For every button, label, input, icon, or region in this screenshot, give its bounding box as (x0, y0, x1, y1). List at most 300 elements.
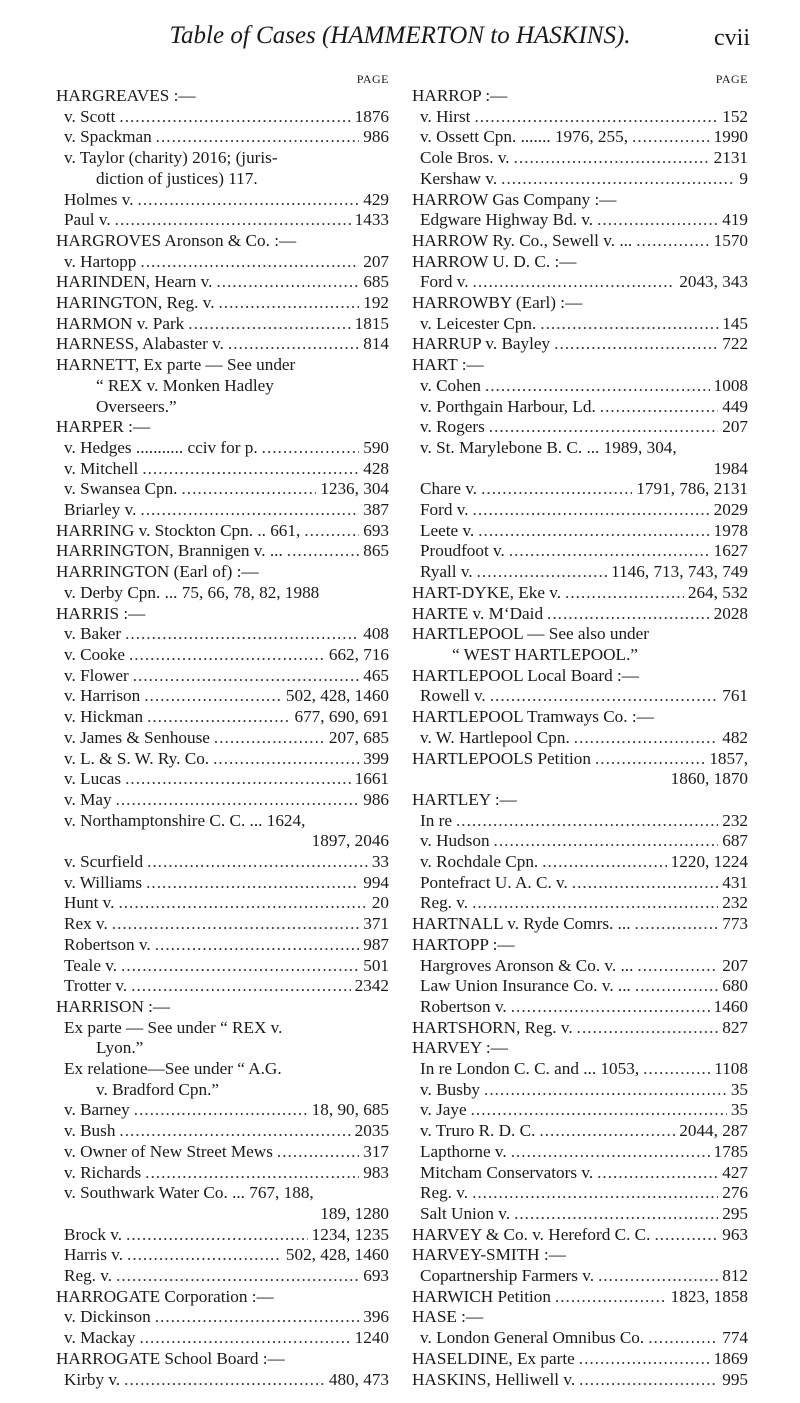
index-entry (412, 231, 748, 252)
entry-text: v. Mitchell (64, 458, 139, 478)
entry-page-number: 693 (363, 1266, 389, 1286)
entry-text: v. Williams (64, 872, 143, 892)
entry-text: v. Hirst (420, 106, 471, 126)
index-entry (412, 1163, 748, 1184)
entry-text: v. James & Senhouse (64, 727, 210, 747)
entry-text: Salt Union v. (420, 1203, 511, 1223)
entry-text: v. Mackay (64, 1328, 136, 1348)
index-entry (56, 997, 389, 1018)
index-entry (412, 252, 748, 273)
dot-leader (124, 1370, 325, 1391)
index-entry (412, 686, 748, 707)
dot-leader (547, 604, 710, 625)
dot-leader (490, 686, 718, 707)
dot-leader (304, 521, 359, 542)
entry-text: v. Harrison (64, 686, 141, 706)
index-entry (412, 1328, 748, 1349)
dot-leader (598, 1266, 718, 1287)
index-entry (56, 1018, 389, 1039)
dot-leader (219, 293, 360, 314)
entry-page-number: 773 (722, 914, 748, 934)
entry-page-number: 1869 (713, 1348, 748, 1368)
index-entry (412, 334, 748, 355)
index-entry (412, 645, 748, 666)
index-entry (412, 976, 748, 997)
entry-text: v. Porthgain Harbour, Ld. (420, 396, 596, 416)
entry-text: v. St. Marylebone B. C. ... 1989, 304, (420, 437, 677, 457)
entry-page-number: 687 (722, 831, 748, 851)
index-entry (412, 1142, 748, 1163)
dot-leader (145, 1163, 359, 1184)
entry-page-number: 1220, 1224 (670, 852, 748, 872)
entry-page-number: 2043, 343 (679, 272, 748, 292)
entry-page-number: 2029 (713, 500, 748, 520)
index-entry (56, 831, 389, 852)
dot-leader (474, 107, 718, 128)
entry-text: Ford v. (420, 272, 469, 292)
entry-page-number: 2044, 287 (679, 1121, 748, 1141)
index-entry (412, 1370, 748, 1391)
entry-page-number: 986 (363, 127, 389, 147)
entry-page-number: 987 (363, 934, 389, 954)
entry-text: Trotter v. (64, 976, 128, 996)
index-entry (56, 583, 389, 604)
dot-leader (121, 956, 359, 977)
entry-text: HARROW Ry. Co., Sewell v. ... (412, 230, 633, 250)
index-entry (412, 438, 748, 459)
dot-leader (125, 769, 351, 790)
dot-leader (262, 438, 360, 459)
index-entry (56, 707, 389, 728)
index-entry (56, 645, 389, 666)
index-entry (56, 541, 389, 562)
dot-leader (127, 1245, 282, 1266)
index-entry (56, 479, 389, 500)
entry-text: Lapthorne v. (420, 1141, 507, 1161)
entry-text: 189, 1280 (320, 1203, 389, 1223)
index-entry (56, 1142, 389, 1163)
entry-page-number: 680 (722, 976, 748, 996)
index-entry (56, 190, 389, 211)
entry-text: HARNESS, Alabaster v. (56, 334, 224, 354)
index-entry (412, 107, 748, 128)
dot-leader (572, 873, 718, 894)
index-entry (412, 1287, 748, 1308)
index-entry (56, 1038, 389, 1059)
entry-page-number: 677, 690, 691 (294, 707, 389, 727)
dot-leader (147, 852, 368, 873)
index-entry (56, 1059, 389, 1080)
index-entry (412, 1100, 748, 1121)
entry-text: v. L. & S. W. Ry. Co. (64, 748, 210, 768)
index-entry (56, 1204, 389, 1225)
dot-leader (146, 873, 359, 894)
index-entry (412, 562, 748, 583)
index-entry (56, 728, 389, 749)
entry-text: Overseers.” (96, 396, 177, 416)
entry-text: HARTLEPOOL — See also under (412, 624, 650, 644)
index-entry (412, 86, 748, 107)
entry-text: v. Cooke (64, 644, 125, 664)
dot-leader (637, 956, 718, 977)
dot-leader (472, 893, 718, 914)
entry-text: Copartnership Farmers v. (420, 1266, 595, 1286)
entry-page-number: 1815 (354, 313, 389, 333)
index-entry (412, 852, 748, 873)
entry-text: Paul v. (64, 210, 111, 230)
entry-text: Holmes v. (64, 189, 134, 209)
index-entry (56, 1080, 389, 1101)
index-entry (56, 1245, 389, 1266)
entry-page-number: 317 (363, 1141, 389, 1161)
dot-leader (485, 376, 710, 397)
entry-page-number: 9 (739, 168, 748, 188)
entry-text: HARRUP v. Bayley (412, 334, 551, 354)
entry-text: v. Scott (64, 106, 116, 126)
dot-leader (473, 272, 676, 293)
left-entries (56, 86, 389, 1390)
dot-leader (540, 314, 718, 335)
index-entry (412, 1038, 748, 1059)
dot-leader (155, 1307, 359, 1328)
index-entry (412, 873, 748, 894)
entry-text: v. Richards (64, 1162, 142, 1182)
dot-leader (484, 1080, 727, 1101)
entry-page-number: 2131 (713, 148, 748, 168)
dot-leader (140, 252, 359, 273)
entry-text: 1860, 1870 (670, 769, 748, 789)
entry-text: Kirby v. (64, 1369, 121, 1389)
entry-text: Hargroves Aronson & Co. v. ... (420, 955, 634, 975)
entry-text: v. Swansea Cpn. (64, 479, 178, 499)
entry-text: HARTLEPOOL Tramways Co. :— (412, 707, 654, 727)
dot-leader (635, 976, 718, 997)
index-entry (412, 893, 748, 914)
index-entry (56, 956, 389, 977)
entry-text: In re London C. C. and ... 1053, (420, 1059, 640, 1079)
entry-text: Kershaw v. (420, 168, 498, 188)
index-entry (56, 1266, 389, 1287)
entry-page-number: 232 (722, 893, 748, 913)
index-entry (56, 1225, 389, 1246)
entry-page-number: 408 (363, 624, 389, 644)
entry-page-number: 207 (722, 955, 748, 975)
dot-leader (514, 148, 710, 169)
index-entry (412, 500, 748, 521)
entry-page-number: 207 (363, 251, 389, 271)
entry-page-number: 419 (722, 210, 748, 230)
page-header (0, 22, 800, 62)
dot-leader (118, 893, 367, 914)
entry-page-number: 1661 (354, 769, 389, 789)
index-entry (56, 976, 389, 997)
entry-page-number: 963 (722, 1224, 748, 1244)
entry-page-number: 1876 (354, 106, 389, 126)
dot-leader (477, 562, 608, 583)
index-entry (56, 686, 389, 707)
index-entry (412, 376, 748, 397)
index-entry (412, 169, 748, 190)
dot-leader (214, 728, 325, 749)
entry-text: v. Hudson (420, 831, 490, 851)
index-entry (56, 562, 389, 583)
dot-leader (116, 1266, 359, 1287)
index-entry (412, 190, 748, 211)
entry-text: Lyon.” (96, 1038, 144, 1058)
entry-text: v. Hedges ........... cciv for p. (64, 437, 258, 457)
entry-text: “ WEST HARTLEPOOL.” (452, 644, 638, 664)
entry-page-number: 2035 (354, 1121, 389, 1141)
entry-text: HARTNALL v. Ryde Comrs. ... (412, 914, 631, 934)
dot-leader (555, 1287, 667, 1308)
index-entry (412, 1349, 748, 1370)
dot-leader (156, 127, 360, 148)
index-entry (412, 1059, 748, 1080)
entry-page-number: 20 (371, 893, 389, 913)
entry-text: 1897, 2046 (311, 831, 389, 851)
index-entry (56, 1287, 389, 1308)
index-entry (56, 873, 389, 894)
entry-page-number: 1791, 786, 2131 (636, 479, 748, 499)
dot-leader (115, 210, 351, 231)
entry-text: Reg. v. (64, 1266, 113, 1286)
dot-leader (494, 831, 719, 852)
entry-page-number: 1146, 713, 743, 749 (611, 562, 748, 582)
dot-leader (595, 749, 705, 770)
dot-leader (287, 541, 359, 562)
entry-text: HARGREAVES :— (56, 86, 196, 105)
entry-text: Ex parte — See under “ REX v. (64, 1017, 283, 1037)
entry-text: Chare v. (420, 479, 478, 499)
index-entry (412, 417, 748, 438)
index-entry (56, 1328, 389, 1349)
entry-page-number: 1823, 1858 (670, 1286, 748, 1306)
index-entry (412, 148, 748, 169)
dot-leader (511, 997, 710, 1018)
dot-leader (478, 521, 709, 542)
index-entry (56, 1349, 389, 1370)
entry-text: Proudfoot v. (420, 541, 505, 561)
entry-page-number: 192 (363, 293, 389, 313)
entry-text: v. Rochdale Cpn. (420, 852, 539, 872)
entry-page-number: 465 (363, 665, 389, 685)
entry-page-number: 2342 (354, 976, 389, 996)
index-entry (56, 438, 389, 459)
entry-page-number: 662, 716 (328, 644, 389, 664)
entry-text: HASE :— (412, 1307, 484, 1327)
entry-text: Reg. v. (420, 1183, 469, 1203)
entry-page-number: 295 (722, 1203, 748, 1223)
dot-leader (181, 479, 316, 500)
dot-leader (131, 976, 350, 997)
entry-text: HARROP :— (412, 86, 508, 105)
entry-page-number: 1857, (709, 748, 748, 768)
index-entry (56, 397, 389, 418)
index-entry (56, 790, 389, 811)
entry-text: v. Northamptonshire C. C. ... 1624, (64, 810, 306, 830)
dot-leader (126, 1225, 308, 1246)
dot-leader (213, 749, 359, 770)
entry-text: HARVEY-SMITH :— (412, 1245, 566, 1265)
entry-page-number: 812 (722, 1266, 748, 1286)
entry-page-number: 152 (722, 106, 748, 126)
dot-leader (277, 1142, 359, 1163)
left-column (56, 72, 389, 1390)
entry-page-number: 482 (722, 727, 748, 747)
entry-page-number: 1990 (713, 127, 748, 147)
dot-leader (188, 314, 350, 335)
entry-text: v. Flower (64, 665, 129, 685)
entry-text: HARMON v. Park (56, 313, 185, 333)
entry-text: v. Leicester Cpn. (420, 313, 537, 333)
entry-text: Brock v. (64, 1224, 123, 1244)
index-entry (56, 86, 389, 107)
index-entry (56, 624, 389, 645)
entry-page-number: 827 (722, 1017, 748, 1037)
index-entry (412, 997, 748, 1018)
entry-page-number: 1627 (713, 541, 748, 561)
dot-leader (134, 1100, 308, 1121)
index-entry (412, 666, 748, 687)
dot-leader (133, 666, 359, 687)
entry-text: Robertson v. (64, 934, 151, 954)
entry-page-number: 33 (371, 852, 389, 872)
index-entry (412, 935, 748, 956)
entry-text: v. Hartopp (64, 251, 137, 271)
entry-text: Mitcham Conservators v. (420, 1162, 594, 1182)
entry-text: v. Scurfield (64, 852, 144, 872)
entry-page-number: 814 (363, 334, 389, 354)
index-entry (412, 790, 748, 811)
entry-text: HART-DYKE, Eke v. (412, 582, 562, 602)
index-entry (412, 1266, 748, 1287)
index-entry (56, 272, 389, 293)
dot-leader (597, 210, 718, 231)
dot-leader (574, 728, 718, 749)
index-entry (56, 666, 389, 687)
entry-text: Reg. v. (420, 893, 469, 913)
entry-text: v. Southwark Water Co. ... 767, 188, (64, 1183, 314, 1203)
dot-leader (597, 1163, 718, 1184)
dot-leader (142, 459, 359, 480)
index-entry (412, 728, 748, 749)
dot-leader (501, 169, 735, 190)
dot-leader (643, 1059, 710, 1080)
dot-leader (654, 1225, 718, 1246)
entry-page-number: 1240 (354, 1328, 389, 1348)
entry-page-number: 480, 473 (328, 1369, 389, 1389)
entry-text: HARROGATE School Board :— (56, 1348, 285, 1368)
entry-text: v. Rogers (420, 417, 485, 437)
dot-leader (636, 231, 709, 252)
dot-leader (565, 583, 684, 604)
entry-text: v. Baker (64, 624, 122, 644)
dot-leader (539, 1121, 675, 1142)
index-entry (56, 107, 389, 128)
dot-leader (119, 1121, 350, 1142)
entry-text: v. Lucas (64, 769, 122, 789)
index-entry (412, 1121, 748, 1142)
entry-text: Briarley v. (64, 500, 137, 520)
dot-leader (489, 417, 718, 438)
index-entry (56, 334, 389, 355)
entry-page-number: 1570 (713, 230, 748, 250)
entry-text: Harris v. (64, 1245, 124, 1265)
entry-page-number: 502, 428, 1460 (285, 686, 389, 706)
entry-text: HARVEY & Co. v. Hereford C. C. (412, 1224, 651, 1244)
entry-text: v. W. Hartlepool Cpn. (420, 727, 570, 747)
entry-text: v. Dickinson (64, 1307, 151, 1327)
index-entry (56, 1163, 389, 1184)
index-entry (412, 604, 748, 625)
dot-leader (554, 334, 718, 355)
right-column (412, 72, 748, 1390)
entry-text: “ REX v. Monken Hadley (96, 375, 274, 395)
entry-text: v. Ossett Cpn. ....... 1976, 255, (420, 127, 629, 147)
index-entry (56, 935, 389, 956)
dot-leader (228, 334, 359, 355)
entry-page-number: 722 (722, 334, 748, 354)
dot-leader (139, 1328, 350, 1349)
entry-page-number: 983 (363, 1162, 389, 1182)
entry-page-number: 761 (722, 686, 748, 706)
entry-page-number: 865 (363, 541, 389, 561)
index-entry (412, 459, 748, 480)
entry-text: HARROGATE Corporation :— (56, 1286, 274, 1306)
entry-page-number: 685 (363, 272, 389, 292)
entry-page-number: 1234, 1235 (311, 1224, 389, 1244)
entry-text: HARRINGTON, Brannigen v. ... (56, 541, 283, 561)
index-entry (56, 355, 389, 376)
index-entry (412, 1183, 748, 1204)
entry-text: v. Cohen (420, 375, 481, 395)
index-entry (412, 769, 748, 790)
dot-leader (147, 707, 290, 728)
entry-text: HARTE v. M‘Daid (412, 603, 544, 623)
entry-text: diction of justices) 117. (96, 168, 258, 188)
entry-text: v. Barney (64, 1100, 130, 1120)
entry-page-number: 429 (363, 189, 389, 209)
entry-page-number: 1008 (713, 375, 748, 395)
index-entry (56, 293, 389, 314)
entry-text: HARINGTON, Reg. v. (56, 293, 215, 313)
index-entry (56, 500, 389, 521)
entry-page-number: 1978 (713, 520, 748, 540)
dot-leader (579, 1370, 718, 1391)
dot-leader (140, 500, 359, 521)
entry-text: v. Taylor (charity) 2016; (juris- (64, 148, 278, 168)
entry-page-number: 994 (363, 872, 389, 892)
index-entry (56, 604, 389, 625)
dot-leader (125, 624, 359, 645)
entry-page-number: 428 (363, 458, 389, 478)
index-entry (56, 852, 389, 873)
entry-text: HARROW U. D. C. :— (412, 251, 577, 271)
index-entry (412, 293, 748, 314)
dot-leader (216, 272, 359, 293)
entry-text: Leete v. (420, 520, 475, 540)
entry-text: HARTLEPOOLS Petition (412, 748, 591, 768)
entry-text: Cole Bros. v. (420, 148, 510, 168)
index-entry (56, 769, 389, 790)
entry-text: HARTOPP :— (412, 934, 515, 954)
entry-page-number: 207 (722, 417, 748, 437)
index-entry (412, 1307, 748, 1328)
index-entry (412, 210, 748, 231)
index-entry (56, 749, 389, 770)
entry-text: HARGROVES Aronson & Co. :— (56, 230, 297, 250)
entry-text: Teale v. (64, 955, 118, 975)
